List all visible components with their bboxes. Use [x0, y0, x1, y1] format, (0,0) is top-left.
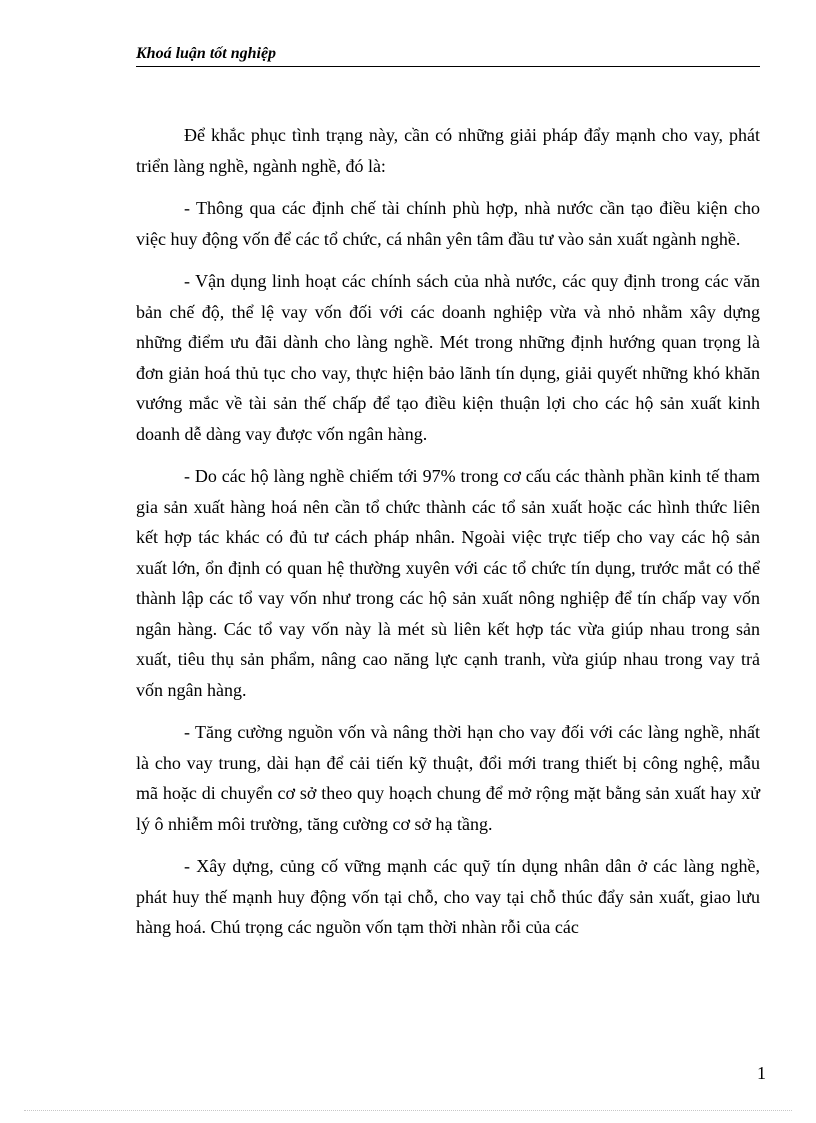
page-number: 1 — [757, 1063, 766, 1083]
paragraph-capital-term: - Tăng cường nguồn vốn và nâng thời hạn cho vay đối với các làng nghề, nhất là cho vay trung, dài hạn để cải tiến kỹ thuật, đổi mới trang thiết bị công nghệ, mẫu mã hoặc di chuyển cơ sở theo quy hoạch chung để mở rộng mặt bằng sản xuất hay xử lý ô nhiễm môi trường, tăng cường cơ sở hạ tầng. — [136, 722, 760, 834]
paragraph-intro: Để khắc phục tình trạng này, cần có những giải pháp đẩy mạnh cho vay, phát triển làng nghề, ngành nghề, đó là: — [136, 125, 760, 176]
paragraph-flexible-policies: - Vận dụng linh hoạt các chính sách của nhà nước, các quy định trong các văn bản chế độ, thể lệ vay vốn đối với các doanh nghiệp vừa và nhỏ nhằm xây dựng những điểm ưu đãi dành cho làng nghề. Mét trong những định hướng quan trọng là đơn giản hoá thủ tục cho vay, thực hiện bảo lãnh tín dụng, giải quyết những khó khăn vướng mắc về tài sản thế chấp để tạo điều kiện thuận lợi cho các hộ sản xuất kinh doanh dễ dàng vay được vốn ngân hàng. — [136, 271, 760, 444]
footer-divider — [24, 1110, 792, 1111]
header-title: Khoá luận tốt nghiệp — [136, 45, 277, 62]
paragraph-cooperative-groups: - Do các hộ làng nghề chiếm tới 97% trong cơ cấu các thành phần kinh tế tham gia sản xuất hàng hoá nên cần tổ chức thành các tổ sản xuất hoặc các hình thức liên kết hợp tác khác có đủ tư cách pháp nhân. Ngoài việc trực tiếp cho vay các hộ sản xuất lớn, ổn định có quan hệ thường xuyên với các tổ chức tín dụng, trước mắt có thể thành lập các tổ vay vốn như trong các hộ sản xuất nông nghiệp để tín chấp vay vốn ngân hàng. Các tổ vay vốn này là mét sù liên kết hợp tác vừa giúp nhau trong sản xuất, tiêu thụ sản phẩm, nâng cao năng lực cạnh tranh, vừa giúp nhau trong vay trả vốn ngân hàng. — [136, 466, 760, 700]
paragraph-financial-institutions: - Thông qua các định chế tài chính phù hợp, nhà nước cần tạo điều kiện cho việc huy động vốn để các tổ chức, cá nhân yên tâm đầu tư vào sản xuất ngành nghề. — [136, 198, 760, 249]
body-text — [136, 120, 760, 955]
page-header — [136, 44, 760, 67]
paragraph-credit-funds: - Xây dựng, củng cố vững mạnh các quỹ tín dụng nhân dân ở các làng nghề, phát huy thế mạnh huy động vốn tại chỗ, cho vay tại chỗ thúc đẩy sản xuất, giao lưu hàng hoá. Chú trọng các nguồn vốn tạm thời nhàn rỗi của các — [136, 856, 760, 937]
